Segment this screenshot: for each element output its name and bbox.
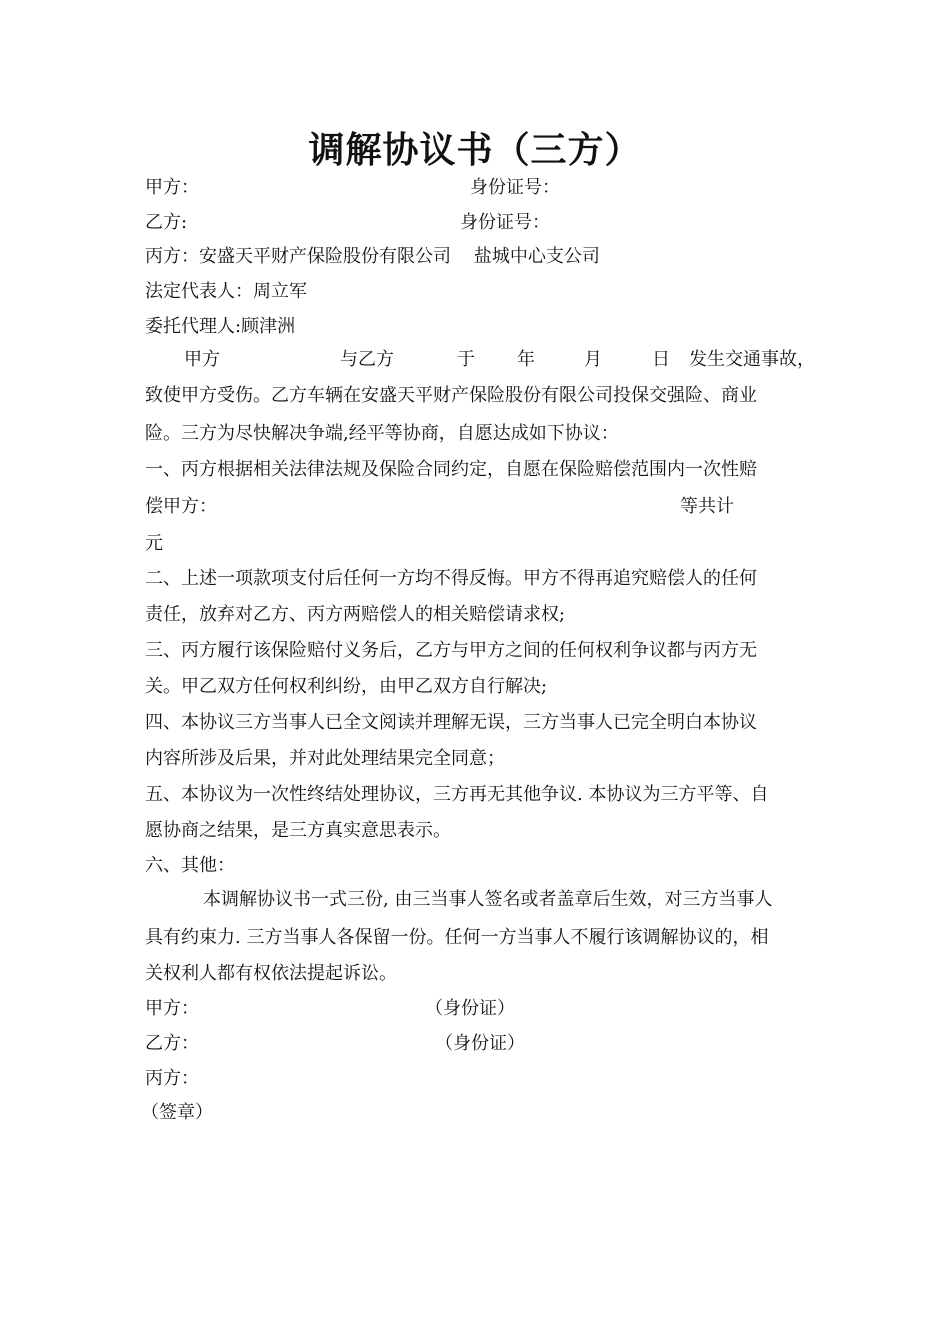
clause-6-heading: 六、其他：	[145, 855, 235, 876]
party-c-line: 丙方：安盛天平财产保险股份有限公司 盐城中心支公司	[145, 246, 600, 267]
clause-1-total: 等共计	[680, 496, 734, 517]
signature-party-c-label: 丙方：	[145, 1068, 199, 1089]
clause-4-line-1: 四、本协议三方当事人已全文阅读并理解无误，三方当事人已完全明白本协议	[145, 712, 757, 733]
clause-2-line-2: 责任，放弃对乙方、丙方两赔偿人的相关赔偿请求权;	[145, 604, 566, 625]
intro-year: 年	[517, 349, 535, 370]
clause-6-line-2: 具有约束力. 三方当事人各保留一份。任何一方当事人不履行该调解协议的，相	[145, 927, 769, 948]
signature-party-a-id: （身份证）	[425, 998, 515, 1019]
signature-party-b-label: 乙方：	[145, 1033, 199, 1054]
signature-party-a-label: 甲方：	[145, 998, 199, 1019]
party-b-label: 乙方:	[145, 212, 188, 233]
clause-1-line-2: 偿甲方：	[145, 496, 217, 517]
party-b-id-label: 身份证号：	[460, 212, 550, 233]
clause-5-line-2: 愿协商之结果，是三方真实意思表示。	[145, 820, 451, 841]
intro-line-2: 致使甲方受伤。乙方车辆在安盛天平财产保险股份有限公司投保交强险、商业	[145, 385, 757, 406]
intro-month: 月	[584, 349, 602, 370]
clause-3-line-1: 三、丙方履行该保险赔付义务后，乙方与甲方之间的任何权利争议都与丙方无	[145, 640, 757, 661]
intro-at: 于	[457, 349, 475, 370]
intro-event: 发生交通事故，	[689, 349, 815, 370]
legal-representative: 法定代表人：周立军	[145, 281, 307, 302]
signature-party-b-id: （身份证）	[435, 1033, 525, 1054]
clause-2-line-1: 二、上述一项款项支付后任何一方均不得反悔。甲方不得再追究赔偿人的任何	[145, 568, 757, 589]
clause-4-line-2: 内容所涉及后果，并对此处理结果完全同意；	[145, 748, 505, 769]
intro-party-a: 甲方	[184, 349, 220, 370]
clause-5-line-1: 五、本协议为一次性终结处理协议，三方再无其他争议. 本协议为三方平等、自	[145, 784, 769, 805]
intro-day: 日	[652, 349, 670, 370]
intro-with-b: 与乙方	[340, 349, 394, 370]
intro-line-3: 险。三方为尽快解决争端,经平等协商，自愿达成如下协议：	[145, 423, 619, 444]
party-a-label: 甲方：	[145, 177, 199, 198]
clause-3-line-2: 关。甲乙双方任何权利纠纷，由甲乙双方自行解决;	[145, 676, 548, 697]
signature-seal: （签章）	[141, 1102, 213, 1123]
document-title: 调解协议书（三方）	[308, 129, 642, 171]
party-a-id-label: 身份证号：	[470, 177, 560, 198]
clause-6-line-1: 本调解协议书一式三份, 由三当事人签名或者盖章后生效，对三方当事人	[203, 889, 773, 910]
authorized-agent: 委托代理人:顾津洲	[145, 316, 296, 337]
clause-6-line-3: 关权利人都有权依法提起诉讼。	[145, 963, 397, 984]
clause-1-unit: 元	[145, 533, 163, 554]
clause-1-line-1: 一、丙方根据相关法律法规及保险合同约定，自愿在保险赔偿范围内一次性赔	[145, 459, 757, 480]
